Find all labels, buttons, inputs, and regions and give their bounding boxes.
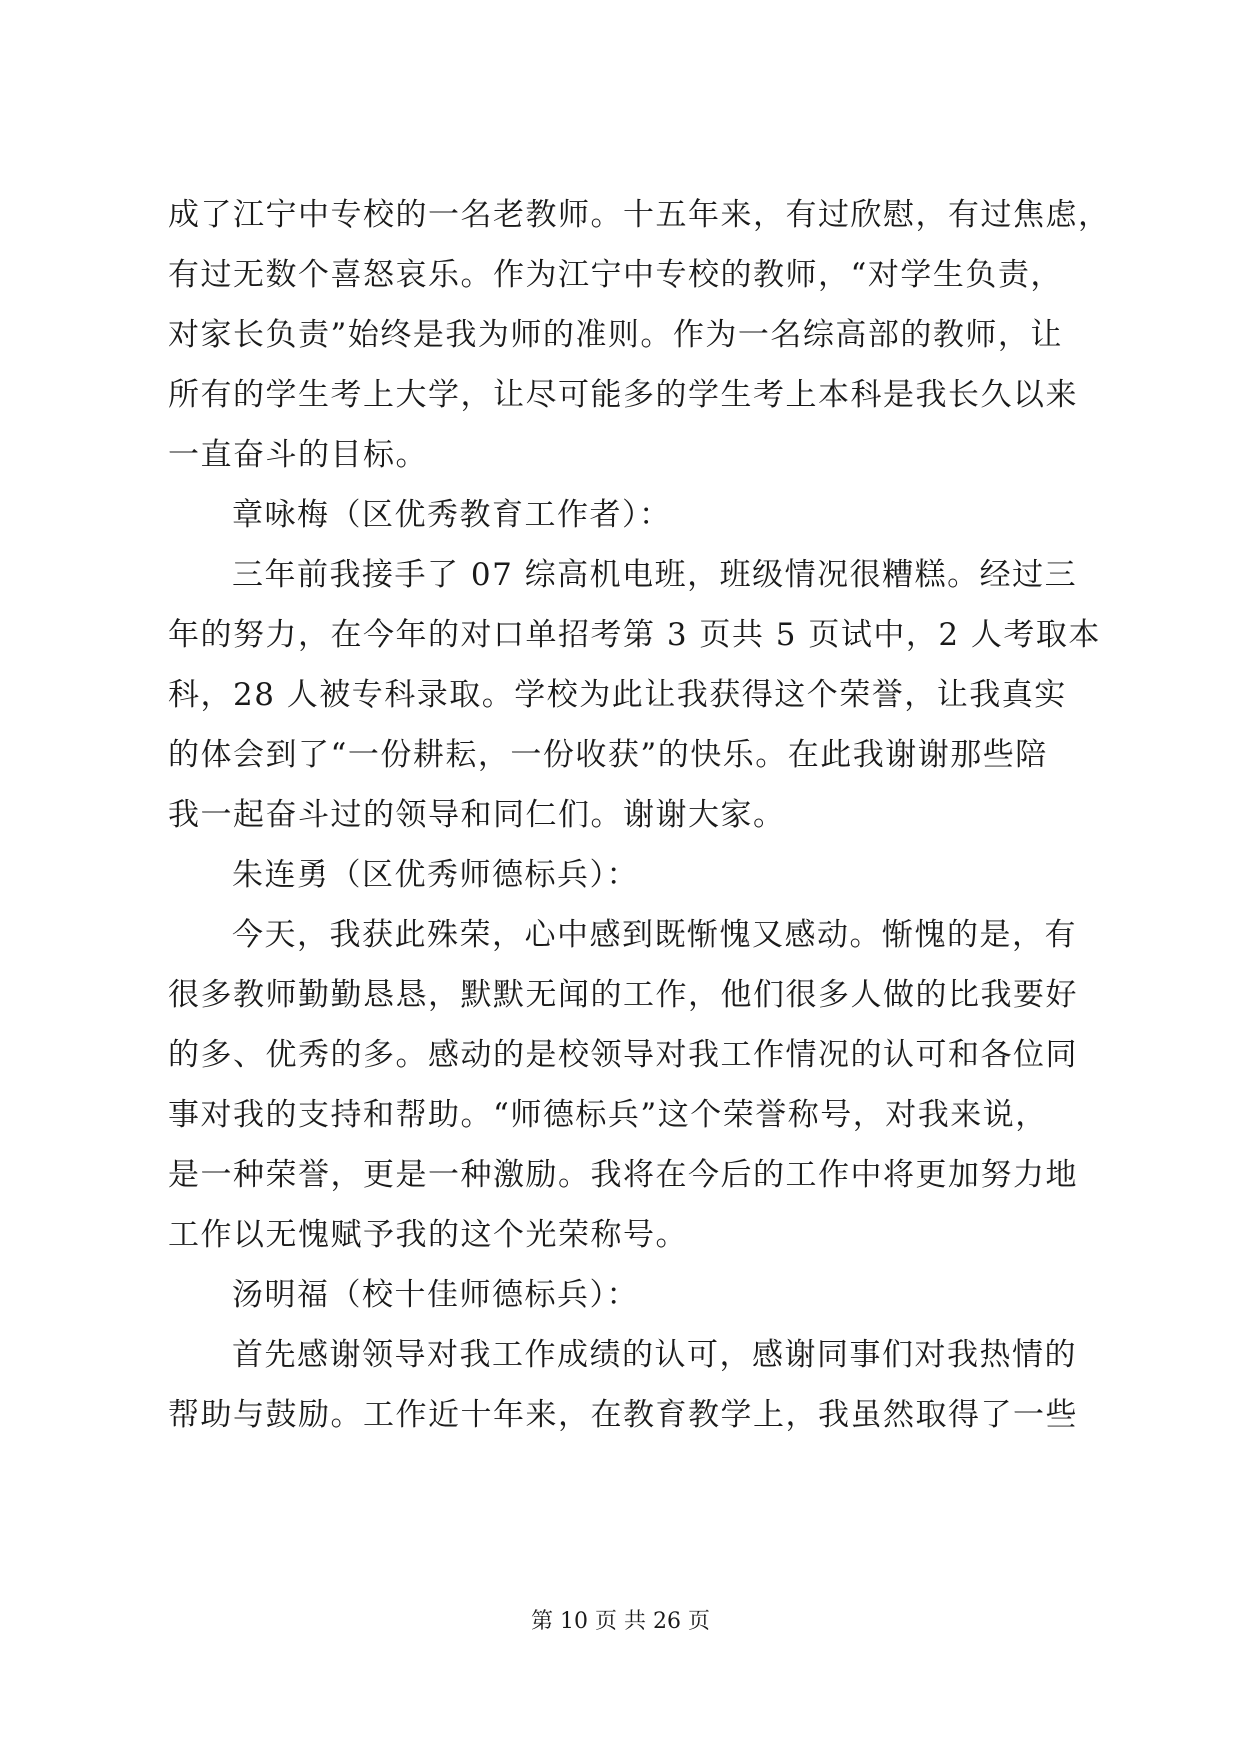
text-line: 对家长负责”始终是我为师的准则。作为一名综高部的教师，让 <box>168 317 1063 353</box>
text-line: 成了江宁中专校的一名老教师。十五年来，有过欣慰，有过焦虑， <box>168 197 1111 233</box>
text-line: 年的努力，在今年的对口单招考第 3 页共 5 页试中，2 人考取本 <box>168 617 1101 653</box>
text-line: 科，28 人被专科录取。学校为此让我获得这个荣誉，让我真实 <box>168 677 1067 713</box>
text-line: 事对我的支持和帮助。“师德标兵”这个荣誉称号，对我来说， <box>168 1097 1048 1133</box>
speaker-heading: 汤明福（校十佳师德标兵）： <box>232 1277 639 1313</box>
text-line: 三年前我接手了 07 综高机电班，班级情况很糟糕。经过三 <box>232 557 1078 593</box>
text-line: 的体会到了“一份耕耘，一份收获”的快乐。在此我谢谢那些陪 <box>168 737 1048 773</box>
page-number-footer: 第 10 页 共 26 页 <box>531 1609 710 1634</box>
text-line: 一直奋斗的目标。 <box>168 437 428 473</box>
text-line: 首先感谢领导对我工作成绩的认可，感谢同事们对我热情的 <box>232 1337 1077 1373</box>
speaker-heading: 章咏梅（区优秀教育工作者）： <box>232 497 672 533</box>
text-line: 有过无数个喜怒哀乐。作为江宁中专校的教师，“对学生负责， <box>168 257 1063 293</box>
text-line: 的多、优秀的多。感动的是校领导对我工作情况的认可和各位同 <box>168 1037 1078 1073</box>
text-line: 帮助与鼓励。工作近十年来，在教育教学上，我虽然取得了一些 <box>168 1397 1078 1433</box>
text-line: 是一种荣誉，更是一种激励。我将在今后的工作中将更加努力地 <box>168 1157 1078 1193</box>
text-line: 工作以无愧赋予我的这个光荣称号。 <box>168 1217 688 1253</box>
text-line: 很多教师勤勤恳恳，默默无闻的工作，他们很多人做的比我要好 <box>168 977 1078 1013</box>
text-line: 我一起奋斗过的领导和同仁们。谢谢大家。 <box>168 797 786 833</box>
text-line: 今天，我获此殊荣，心中感到既惭愧又感动。惭愧的是，有 <box>232 917 1077 953</box>
speaker-heading: 朱连勇（区优秀师德标兵）： <box>232 857 639 893</box>
text-line: 所有的学生考上大学，让尽可能多的学生考上本科是我长久以来 <box>168 377 1078 413</box>
